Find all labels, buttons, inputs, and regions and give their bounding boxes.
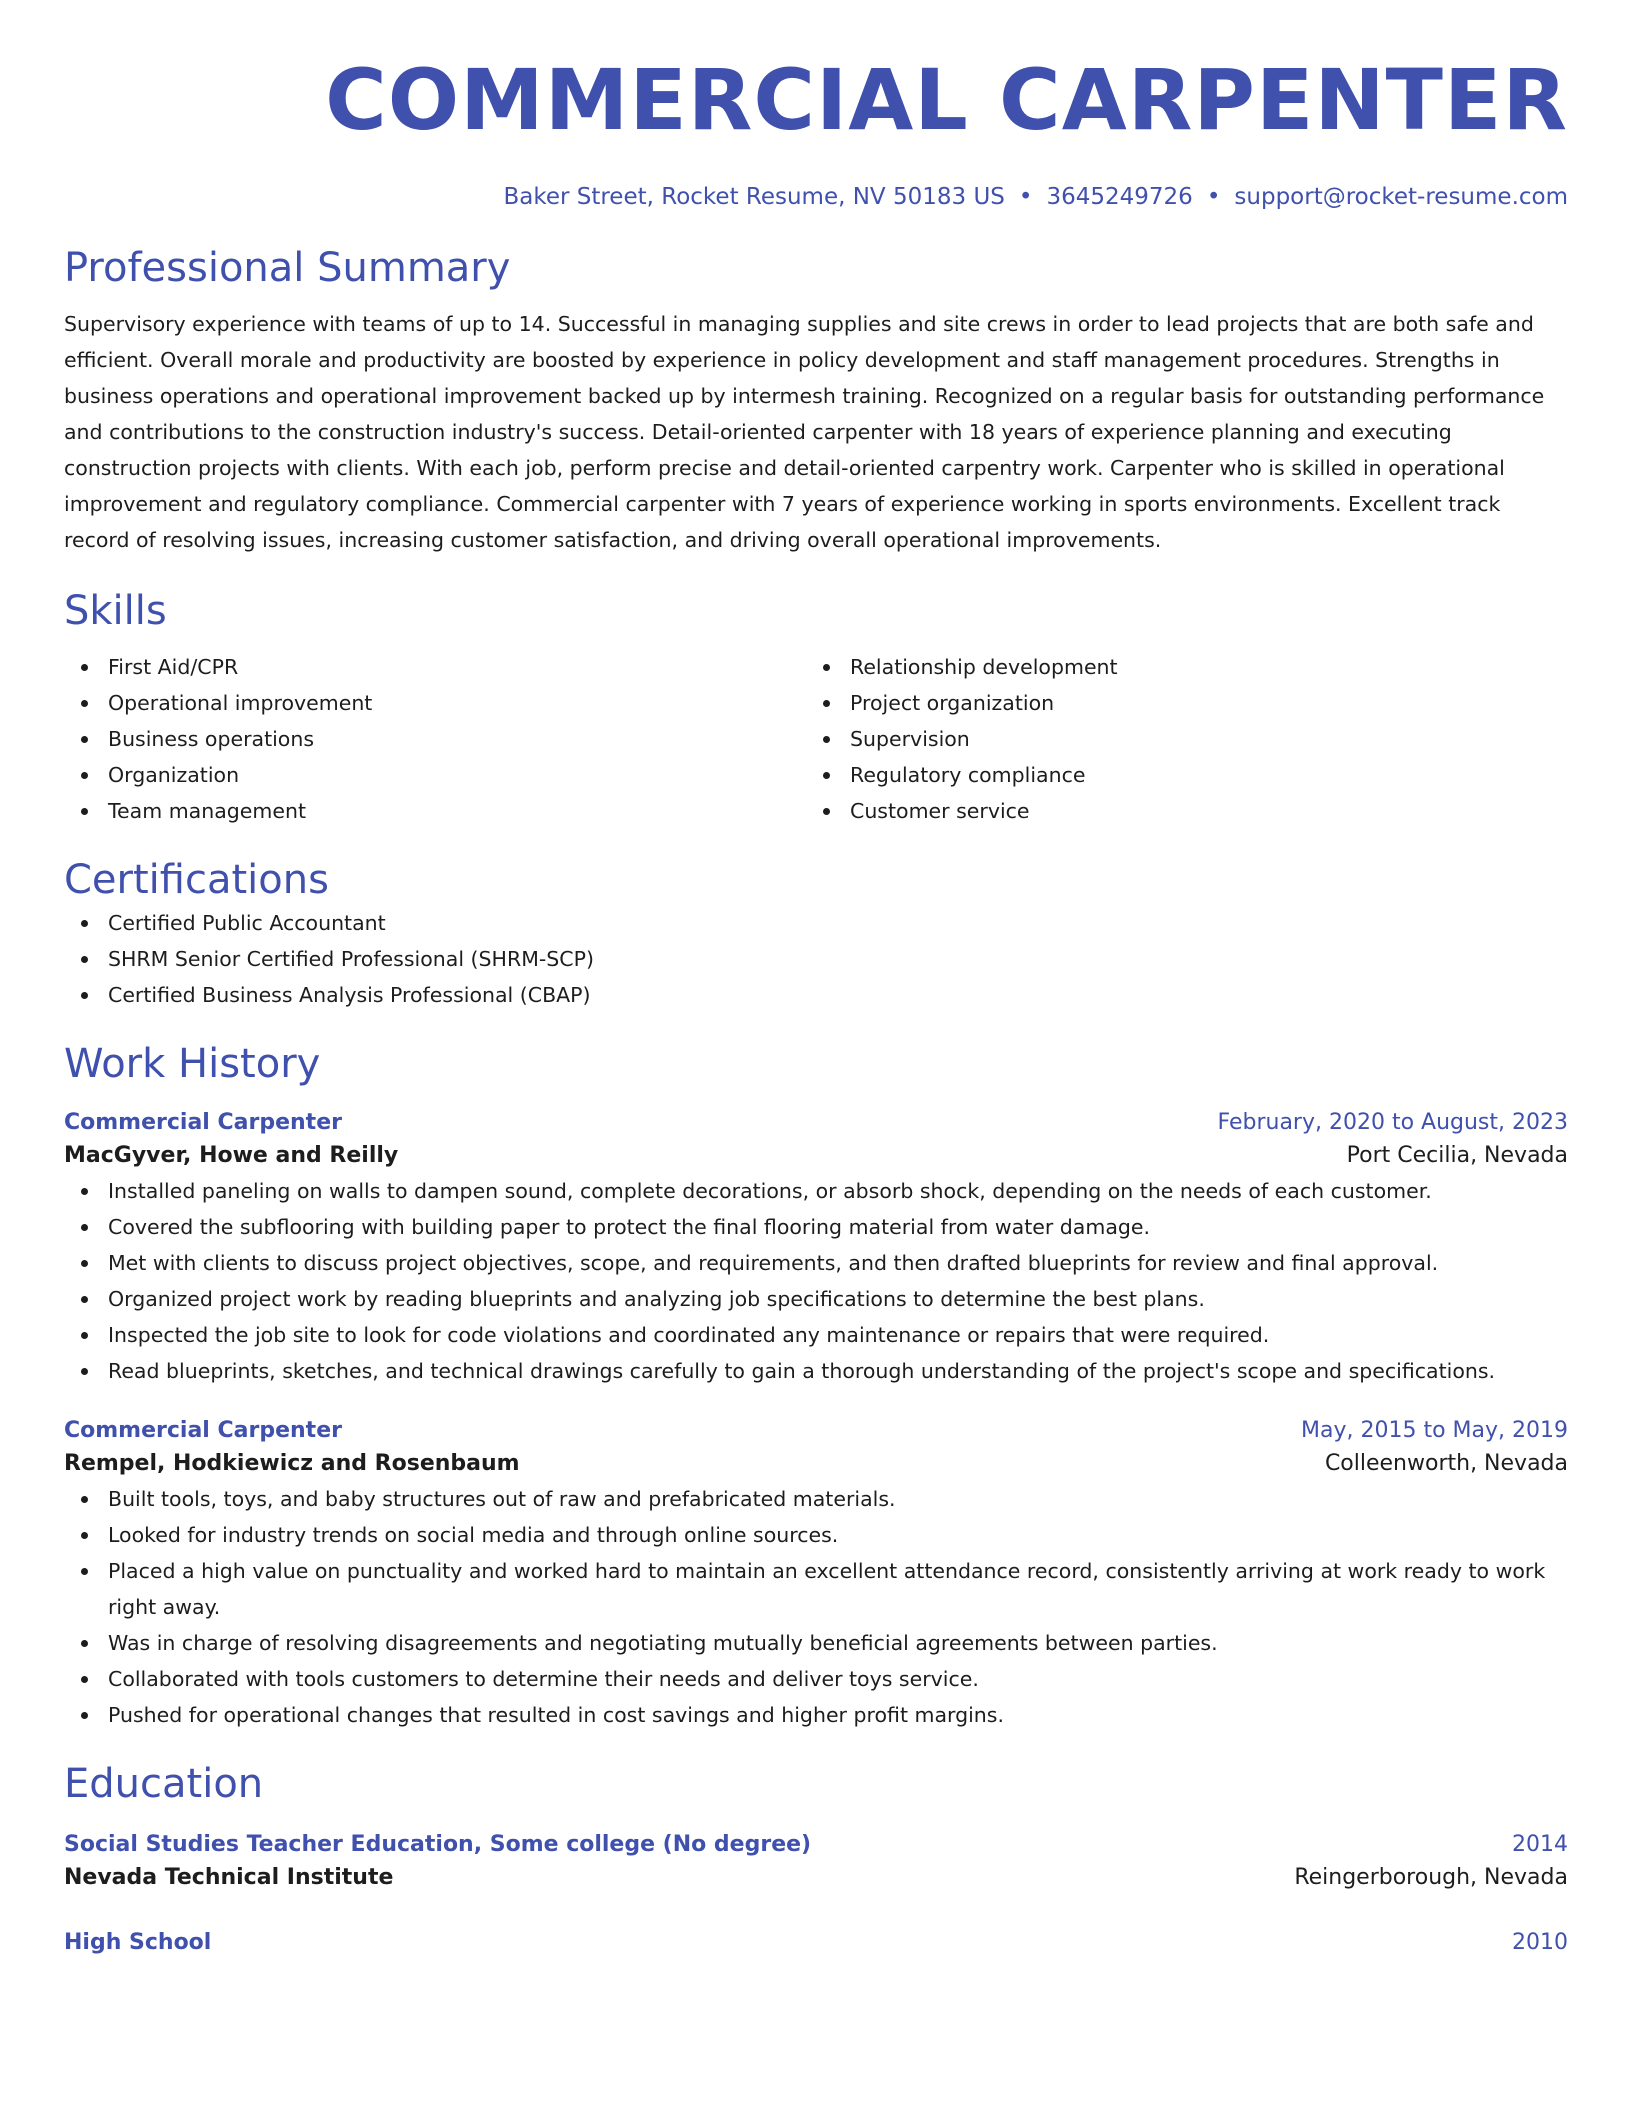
job-duty-item: Was in charge of resolving disagreements and negotiating mutually beneficial agreements between parties. (64, 1625, 1568, 1661)
job-duty-item: Pushed for operational changes that resulted in cost savings and higher profit margins. (64, 1697, 1568, 1733)
section-title-education: Education (64, 1761, 264, 1807)
skill-item: Operational improvement (64, 685, 806, 721)
education-school: Nevada Technical Institute (64, 1865, 394, 1890)
education-year: 2014 (1512, 1832, 1568, 1857)
skills-grid (64, 649, 1568, 829)
education-entry (64, 1927, 1568, 1959)
job-duty-item: Covered the subflooring with building paper to protect the final flooring material from water damage. (64, 1209, 1568, 1245)
contact-separator: • (1206, 184, 1221, 210)
skill-item: Organization (64, 757, 806, 793)
skill-item: First Aid/CPR (64, 649, 806, 685)
contact-phone: 3645249726 (1046, 184, 1193, 210)
certification-item: Certified Public Accountant (64, 905, 1568, 941)
contact-address: Baker Street, Rocket Resume, NV 50183 US (503, 184, 1005, 210)
skill-item: Customer service (806, 793, 1548, 829)
skill-item: Regulatory compliance (806, 757, 1548, 793)
job-duty-item: Inspected the job site to look for code violations and coordinated any maintenance or repairs that were required. (64, 1317, 1568, 1353)
job-entry (64, 1415, 1568, 1733)
education-location: Reingerborough, Nevada (1294, 1865, 1568, 1890)
skill-item: Team management (64, 793, 806, 829)
certification-item: Certified Business Analysis Professional (CBAP) (64, 977, 1568, 1013)
job-employer: MacGyver, Howe and Reilly (64, 1143, 399, 1168)
job-dates: May, 2015 to May, 2019 (1301, 1418, 1568, 1443)
job-duty-item: Collaborated with tools customers to determine their needs and deliver toys service. (64, 1661, 1568, 1697)
summary-text: Supervisory experience with teams of up to 14. Successful in managing supplies and site crews in order to lead projects that are both safe and efficient. Overall morale and productivity are boosted by experience in policy development and staff management procedures. Strengths in business operations and operational improvement backed up by intermesh training. Recognized on a regular basis for outstanding performance and contributions to the construction industry's success. Detail-oriented carpenter with 18 years of experience planning and executing construction projects with clients. With each job, perform precise and detail-oriented carpentry work. Carpenter who is skilled in operational improvement and regulatory compliance. Commercial carpenter with 7 years of experience working in sports environments. Excellent track record of resolving issues, increasing customer satisfaction, and driving overall operational improvements. (64, 312, 1545, 552)
education-header-row (64, 1829, 1568, 1861)
education-school-row (64, 1861, 1568, 1895)
job-duty-item: Installed paneling on walls to dampen sound, complete decorations, or absorb shock, depending on the needs of each customer. (64, 1173, 1568, 1209)
skill-item: Relationship development (806, 649, 1548, 685)
section-title-work-history: Work History (64, 1041, 321, 1087)
job-duty-item: Looked for industry trends on social media and through online sources. (64, 1517, 1568, 1553)
candidate-name: COMMERCIAL CARPENTER (325, 51, 1568, 149)
job-location: Colleenworth, Nevada (1324, 1451, 1568, 1476)
job-duties-list (64, 1481, 1568, 1733)
job-duty-item: Read blueprints, sketches, and technical drawings carefully to gain a thorough understanding of the project's scope and specifications. (64, 1353, 1568, 1389)
resume-page (64, 0, 1568, 1959)
contact-separator: • (1018, 184, 1033, 210)
job-header-row (64, 1107, 1568, 1139)
education-entry (64, 1829, 1568, 1895)
certification-item: SHRM Senior Certified Professional (SHRM-SCP) (64, 941, 1568, 977)
skill-item: Project organization (806, 685, 1548, 721)
skill-item: Supervision (806, 721, 1548, 757)
contact-line (64, 181, 1568, 213)
job-entry (64, 1107, 1568, 1389)
job-employer-row (64, 1139, 1568, 1173)
education-year: 2010 (1512, 1930, 1568, 1955)
education-header-row (64, 1927, 1568, 1959)
section-title-certifications: Certifications (64, 857, 329, 903)
skills-list-left (64, 649, 806, 829)
education-degree: High School (64, 1930, 212, 1955)
job-dates: February, 2020 to August, 2023 (1217, 1110, 1568, 1135)
job-title: Commercial Carpenter (64, 1110, 342, 1135)
job-duty-item: Placed a high value on punctuality and worked hard to maintain an excellent attendance record, consistently arriving at work ready to work right away. (64, 1553, 1568, 1625)
skill-item: Business operations (64, 721, 806, 757)
education-degree: Social Studies Teacher Education, Some college (No degree) (64, 1832, 812, 1857)
job-duty-item: Organized project work by reading blueprints and analyzing job specifications to determine the best plans. (64, 1281, 1568, 1317)
job-employer: Rempel, Hodkiewicz and Rosenbaum (64, 1451, 520, 1476)
job-duties-list (64, 1173, 1568, 1389)
contact-email: support@rocket-resume.com (1234, 184, 1568, 210)
job-duty-item: Met with clients to discuss project objectives, scope, and requirements, and then drafted blueprints for review and final approval. (64, 1245, 1568, 1281)
job-title: Commercial Carpenter (64, 1418, 342, 1443)
skills-list-right (806, 649, 1548, 829)
job-duty-item: Built tools, toys, and baby structures out of raw and prefabricated materials. (64, 1481, 1568, 1517)
job-employer-row (64, 1447, 1568, 1481)
job-location: Port Cecilia, Nevada (1346, 1143, 1568, 1168)
certifications-list (64, 905, 1568, 1013)
section-title-summary: Professional Summary (64, 245, 511, 291)
section-title-skills: Skills (64, 588, 167, 634)
job-header-row (64, 1415, 1568, 1447)
